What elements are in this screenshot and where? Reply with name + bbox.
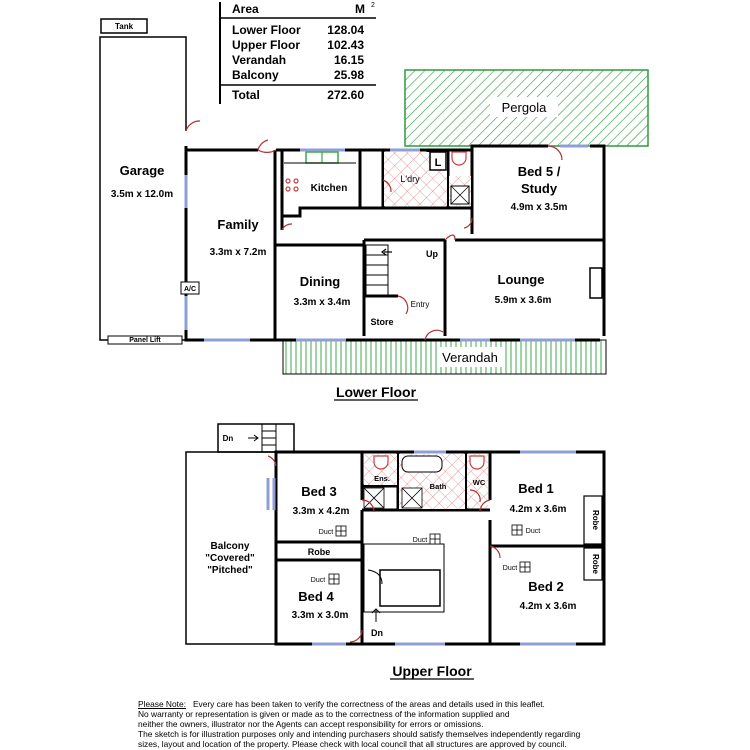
balcony-label-line1: Balcony — [210, 541, 250, 552]
disclaimer-note — [138, 699, 598, 749]
lower-stairs — [366, 245, 392, 295]
area-header-unit-sup: 2 — [371, 2, 375, 9]
garage-label: Garage — [119, 163, 165, 178]
bed3-label: Bed 3 — [301, 484, 337, 499]
bed4-size: 3.3m x 3.0m — [291, 610, 349, 621]
panel-lift-label: Panel Lift — [129, 337, 161, 344]
disclaimer-line — [138, 699, 598, 709]
lower-floor-plan — [100, 19, 648, 400]
disclaimer-text: Every care has been taken to verify the correctness of the areas and details used in this leaflet. — [192, 699, 545, 709]
balcony-label-line2: "Covered" — [205, 553, 255, 564]
wc-label: WC — [472, 478, 486, 487]
family-label: Family — [217, 217, 259, 232]
toilet-icon — [470, 456, 484, 469]
bed2-duct-label: Duct — [502, 565, 518, 572]
robe-bed1-label: Robe — [591, 510, 600, 530]
area-row-value: 16.15 — [333, 53, 364, 67]
family-size: 3.3m x 7.2m — [209, 247, 267, 258]
garage-size: 3.5m x 12.0m — [110, 189, 174, 200]
robe-bed2-label: Robe — [591, 554, 600, 574]
area-header-label: Area — [232, 2, 259, 16]
area-total-label: Total — [232, 88, 260, 102]
ensuite-label: Ens. — [374, 474, 390, 483]
bed1-size: 4.2m x 3.6m — [509, 504, 567, 515]
bed2-label: Bed 2 — [528, 579, 564, 594]
toilet-icon — [374, 456, 388, 469]
area-row-value: 25.98 — [333, 68, 364, 82]
dn-bottom-label: Dn — [371, 628, 383, 638]
store-label: Store — [370, 317, 394, 327]
disclaimer-line: No warranty or representation is given or made as to the correctness of the information supplied and — [138, 709, 510, 719]
lounge-label: Lounge — [497, 272, 545, 287]
stair-duct-label: Duct — [412, 537, 428, 544]
area-row-label: Upper Floor — [232, 38, 300, 52]
lower-floor-title: Lower Floor — [335, 384, 417, 400]
disclaimer-line: The sketch is for illustration purposes only and intending purchasers should satisfy themselves independently regarding — [138, 729, 581, 739]
laundry-l-label: L — [434, 157, 442, 169]
verandah-label: Verandah — [442, 350, 498, 365]
disclaimer-line: neither the owners, illustrator nor the Agents can accept responsibility for errors or omissions. — [138, 719, 484, 729]
bath-tub-icon — [402, 456, 442, 472]
bed1-label: Bed 1 — [518, 481, 554, 496]
garage-room — [100, 37, 186, 344]
dn-top-label: Dn — [222, 434, 234, 443]
upper-floor-title: Upper Floor — [392, 663, 472, 679]
dining-label: Dining — [299, 274, 341, 289]
bath-label: Bath — [429, 482, 447, 491]
bed4-duct-label: Duct — [310, 577, 326, 584]
ac-label: A/C — [183, 286, 197, 293]
toilet-icon — [452, 152, 466, 165]
bed1-duct-label: Duct — [525, 528, 541, 535]
laundry-label: L'dry — [400, 174, 420, 184]
upper-floor-plan — [186, 424, 604, 679]
balcony-label-line3: "Pitched" — [207, 565, 253, 576]
bed4-label: Bed 4 — [298, 589, 334, 604]
bed2-size: 4.2m x 3.6m — [519, 601, 577, 612]
bed3-duct-label: Duct — [318, 529, 334, 536]
entry-label: Entry — [410, 300, 430, 309]
fireplace-icon — [590, 268, 602, 298]
area-row-value: 102.43 — [327, 38, 364, 52]
area-row-label: Lower Floor — [232, 23, 301, 37]
robe-bed3-label: Robe — [307, 547, 331, 557]
pergola-label: Pergola — [501, 100, 547, 115]
disclaimer-heading: Please Note: — [138, 699, 186, 709]
area-row-label: Verandah — [232, 53, 287, 67]
disclaimer-line: sizes, layout and location of the property. Please check with local council that all structures are approved by council. — [138, 739, 567, 749]
lounge-size: 5.9m x 3.6m — [494, 295, 552, 306]
bed3-size: 3.3m x 4.2m — [292, 506, 350, 517]
shower-icons — [364, 488, 422, 508]
bed5-label-line2: Study — [520, 181, 558, 196]
area-row-label: Balcony — [232, 68, 279, 82]
upper-stairwell — [364, 544, 444, 622]
cooktop-icon — [286, 179, 298, 191]
area-row-value: 128.04 — [327, 23, 364, 37]
area-header-unit: M — [355, 2, 365, 16]
kitchen-label: Kitchen — [310, 183, 348, 194]
dining-size: 3.3m x 3.4m — [293, 297, 351, 308]
up-label: Up — [426, 249, 438, 259]
area-table — [220, 2, 376, 104]
bed5-label-line1: Bed 5 / — [517, 164, 561, 179]
tank-label: Tank — [114, 22, 134, 31]
area-total-value: 272.60 — [327, 88, 364, 102]
bed5-size: 4.9m x 3.5m — [510, 202, 568, 213]
